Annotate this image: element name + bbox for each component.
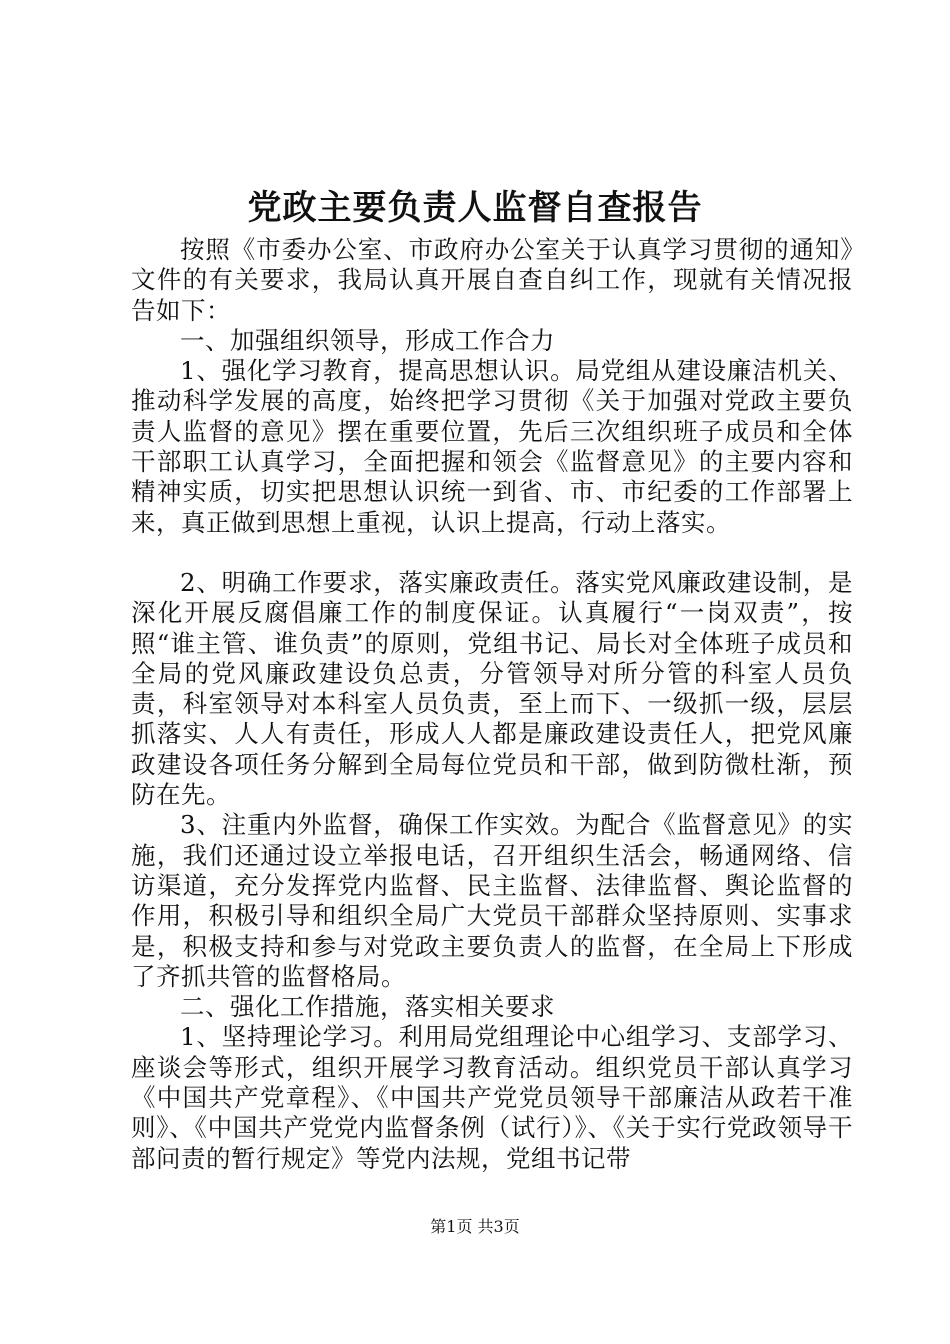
- document-title: 党政主要负责人监督自查报告: [247, 188, 703, 228]
- intro-paragraph: 按照《市委办公室、市政府办公室关于认真学习贯彻的通知》文件的有关要求，我局认真开展自查自纠工作，现就有关情况报告如下：: [131, 235, 853, 325]
- paragraph-1-1: 1、强化学习教育，提高思想认识。局党组从建设廉洁机关、推动科学发展的高度，始终把学习贯彻《关于加强对党政主要负责人监督的意见》摆在重要位置，先后三次组织班子成员和全体干部职工认真学习，全面把握和领会《监督意见》的主要内容和精神实质，切实把思想认识统一到省、市、市纪委的工作部署上来，真正做到思想上重视，认识上提高，行动上落实。: [131, 356, 853, 537]
- page-footer: 第1页 共3页: [430, 1217, 520, 1236]
- paragraph-1-2: 2、明确工作要求，落实廉政责任。落实党风廉政建设制，是深化开展反腐倡廉工作的制度保证。认真履行“一岗双责”，按照“谁主管、谁负责”的原则，党组书记、局长对全体班子成员和全局的党风廉政建设负总责，分管领导对所分管的科室人员负责，科室领导对本科室人员负责，至上而下、一级抓一级，层层抓落实、人人有责任，形成人人都是廉政建设责任人，把党风廉政建设各项任务分解到全局每位党员和干部，做到防微杜渐，预防在先。: [131, 567, 853, 810]
- paragraph-2-1: 1、坚持理论学习。利用局党组理论中心组学习、支部学习、座谈会等形式，组织开展学习教育活动。组织党员干部认真学习《中国共产党章程》、《中国共产党党员领导干部廉洁从政若干准则》、《中国共产党党内监督条例（试行）》、《关于实行党政领导干部问责的暂行规定》等党内法规，党组书记带: [131, 1022, 853, 1173]
- paragraph-1-3: 3、注重内外监督，确保工作实效。为配合《监督意见》的实施，我们还通过设立举报电话，召开组织生活会，畅通网络、信访渠道，充分发挥党内监督、民主监督、法律监督、舆论监督的作用，积极引导和组织全局广大党员干部群众坚持原则、实事求是，积极支持和参与对党政主要负责人的监督，在全局上下形成了齐抓共管的监督格局。: [131, 810, 853, 991]
- section-heading-2: 二、强化工作措施，落实相关要求: [180, 992, 555, 1022]
- section-heading-1: 一、加强组织领导，形成工作合力: [180, 325, 555, 355]
- document-body: [131, 235, 853, 1174]
